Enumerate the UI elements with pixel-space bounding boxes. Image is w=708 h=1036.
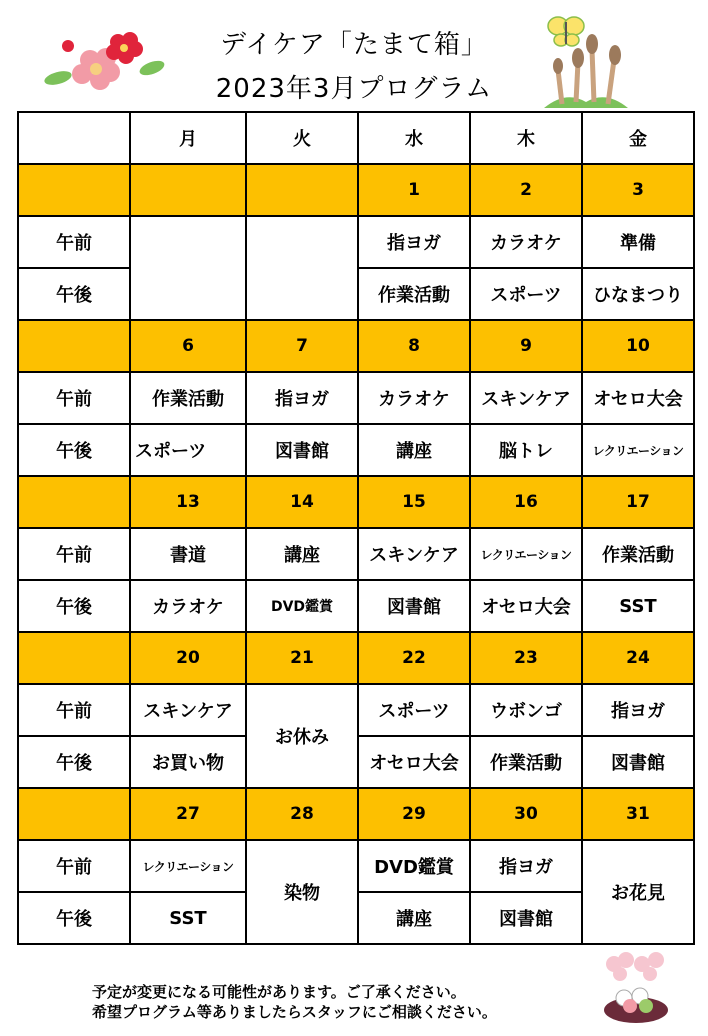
date-cell	[246, 164, 358, 216]
program-cell: 図書館	[358, 580, 470, 632]
dango-sakura-icon	[596, 950, 676, 1026]
program-cell: スキンケア	[130, 684, 246, 736]
program-cell: 講座	[358, 424, 470, 476]
corner-cell	[18, 112, 130, 164]
date-cell: 6	[130, 320, 246, 372]
date-cell: 27	[130, 788, 246, 840]
program-cell: スポーツ	[130, 424, 246, 476]
am-row	[18, 840, 694, 892]
date-cell: 20	[130, 632, 246, 684]
weekday-cell: 金	[582, 112, 694, 164]
date-cell: 15	[358, 476, 470, 528]
program-cell: 指ヨガ	[470, 840, 582, 892]
am-row	[18, 216, 694, 268]
program-cell: 作業活動	[470, 736, 582, 788]
program-cell: レクリエーション	[470, 528, 582, 580]
date-cell: 13	[130, 476, 246, 528]
program-cell: 講座	[358, 892, 470, 944]
period-label-pm: 午後	[18, 268, 130, 320]
program-cell: レクリエーション	[582, 424, 694, 476]
date-cell: 8	[358, 320, 470, 372]
date-cell: 14	[246, 476, 358, 528]
program-cell-merged: お休み	[246, 684, 358, 788]
period-label-am: 午前	[18, 216, 130, 268]
program-cell: 作業活動	[582, 528, 694, 580]
program-table	[17, 111, 695, 945]
program-cell-empty	[130, 216, 246, 320]
period-label-am: 午前	[18, 528, 130, 580]
program-cell: 指ヨガ	[582, 684, 694, 736]
program-cell: 作業活動	[130, 372, 246, 424]
page-title: デイケア「たまて箱」	[220, 30, 488, 60]
weekday-cell: 水	[358, 112, 470, 164]
period-label-am: 午前	[18, 372, 130, 424]
program-cell: ウボンゴ	[470, 684, 582, 736]
program-cell: カラオケ	[470, 216, 582, 268]
date-cell: 22	[358, 632, 470, 684]
date-cell: 24	[582, 632, 694, 684]
date-cell: 31	[582, 788, 694, 840]
program-cell: カラオケ	[130, 580, 246, 632]
program-cell: スポーツ	[358, 684, 470, 736]
weekday-header-row	[18, 112, 694, 164]
pm-row	[18, 580, 694, 632]
date-label-cell	[18, 788, 130, 840]
date-cell: 17	[582, 476, 694, 528]
program-cell: カラオケ	[358, 372, 470, 424]
date-cell: 9	[470, 320, 582, 372]
date-cell	[130, 164, 246, 216]
program-cell: SST	[582, 580, 694, 632]
footer-notes	[92, 982, 497, 1022]
date-label-cell	[18, 164, 130, 216]
period-label-pm: 午後	[18, 892, 130, 944]
am-row	[18, 372, 694, 424]
program-cell: 図書館	[582, 736, 694, 788]
date-cell: 1	[358, 164, 470, 216]
date-cell: 2	[470, 164, 582, 216]
program-cell: スポーツ	[470, 268, 582, 320]
date-row	[18, 788, 694, 840]
period-label-pm: 午後	[18, 736, 130, 788]
program-cell: ひなまつり	[582, 268, 694, 320]
program-cell: 書道	[130, 528, 246, 580]
date-row	[18, 476, 694, 528]
program-cell: 図書館	[470, 892, 582, 944]
program-cell: 指ヨガ	[246, 372, 358, 424]
date-cell: 16	[470, 476, 582, 528]
program-cell: オセロ大会	[470, 580, 582, 632]
program-cell: レクリエーション	[130, 840, 246, 892]
date-label-cell	[18, 320, 130, 372]
date-cell: 30	[470, 788, 582, 840]
program-cell: 指ヨガ	[358, 216, 470, 268]
program-cell: オセロ大会	[358, 736, 470, 788]
date-cell: 3	[582, 164, 694, 216]
am-row	[18, 684, 694, 736]
program-cell: お買い物	[130, 736, 246, 788]
program-cell: スキンケア	[470, 372, 582, 424]
footer-line: 予定が変更になる可能性があります。ご了承ください。	[92, 983, 466, 1001]
program-cell: スキンケア	[358, 528, 470, 580]
period-label-pm: 午後	[18, 580, 130, 632]
pm-row	[18, 424, 694, 476]
program-cell: SST	[130, 892, 246, 944]
page-subtitle: 2023年3月プログラム	[215, 74, 493, 104]
program-cell: 脳トレ	[470, 424, 582, 476]
program-cell: 準備	[582, 216, 694, 268]
date-label-cell	[18, 632, 130, 684]
program-cell: 作業活動	[358, 268, 470, 320]
date-cell: 21	[246, 632, 358, 684]
period-label-pm: 午後	[18, 424, 130, 476]
footer-line: 希望プログラム等ありましたらスタッフにご相談ください。	[92, 1003, 497, 1021]
date-label-cell	[18, 476, 130, 528]
program-cell-merged: 染物	[246, 840, 358, 944]
am-row	[18, 528, 694, 580]
date-cell: 7	[246, 320, 358, 372]
date-cell: 10	[582, 320, 694, 372]
program-cell: 講座	[246, 528, 358, 580]
program-cell: DVD鑑賞	[246, 580, 358, 632]
date-row	[18, 164, 694, 216]
program-cell: 図書館	[246, 424, 358, 476]
program-cell-merged: お花見	[582, 840, 694, 944]
period-label-am: 午前	[18, 684, 130, 736]
date-cell: 28	[246, 788, 358, 840]
weekday-cell: 火	[246, 112, 358, 164]
date-cell: 29	[358, 788, 470, 840]
weekday-cell: 木	[470, 112, 582, 164]
period-label-am: 午前	[18, 840, 130, 892]
program-cell-empty	[246, 216, 358, 320]
date-row	[18, 320, 694, 372]
program-cell: オセロ大会	[582, 372, 694, 424]
weekday-cell: 月	[130, 112, 246, 164]
date-cell: 23	[470, 632, 582, 684]
date-row	[18, 632, 694, 684]
program-cell: DVD鑑賞	[358, 840, 470, 892]
